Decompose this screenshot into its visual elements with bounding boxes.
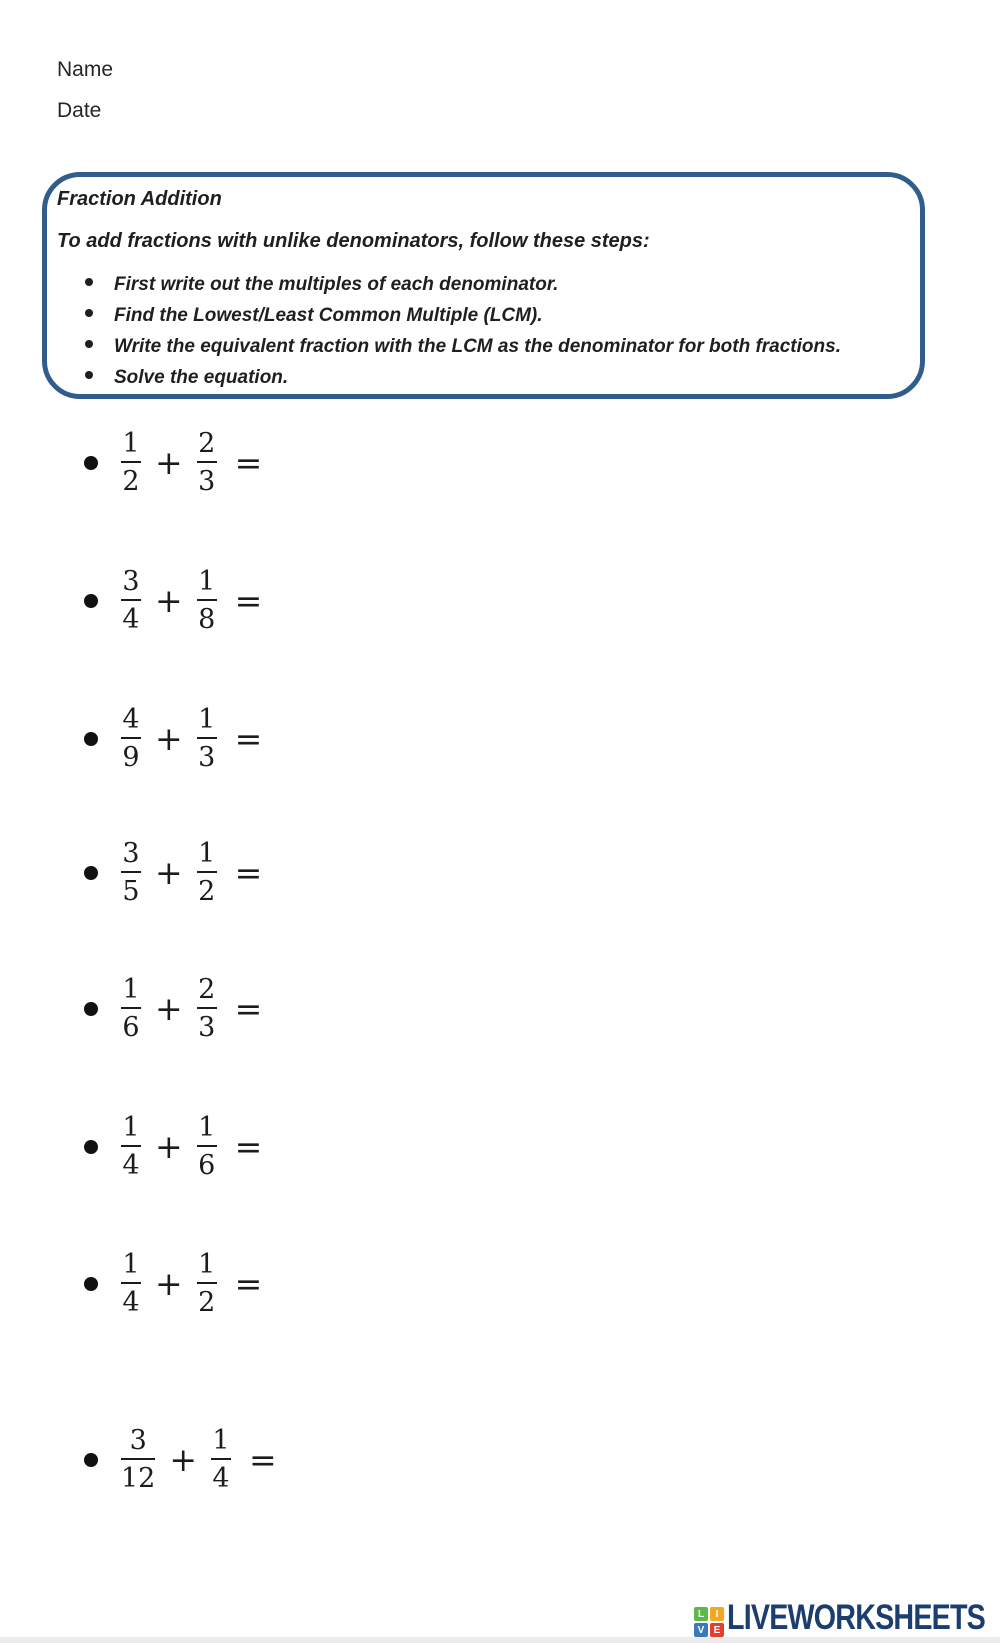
fraction-first <box>118 568 144 633</box>
bullet-icon <box>84 1140 98 1154</box>
fraction-bar <box>211 1458 231 1460</box>
bullet-icon <box>85 278 93 286</box>
plus-operator: + <box>155 1264 183 1303</box>
fraction-second <box>194 568 220 633</box>
plus-operator: + <box>155 581 183 620</box>
numerator: 1 <box>122 1112 140 1143</box>
instruction-box-title: Fraction Addition <box>57 188 222 210</box>
bullet-icon <box>85 309 93 317</box>
liveworksheets-logo <box>694 1598 1000 1638</box>
fraction-second <box>194 706 220 771</box>
numerator: 1 <box>122 1249 140 1280</box>
bullet-icon <box>85 371 93 379</box>
fraction-first <box>118 706 144 771</box>
date-label: Date <box>57 99 102 122</box>
fraction-bar <box>121 871 141 873</box>
fraction-second <box>194 1251 220 1316</box>
numerator: 1 <box>198 1112 216 1143</box>
instruction-steps-list <box>57 274 896 389</box>
plus-operator: + <box>155 1127 183 1166</box>
instruction-box-intro: To add fractions with unlike denominators, follow these steps: <box>57 230 650 252</box>
denominator: 2 <box>122 466 140 497</box>
fraction-second <box>194 840 220 905</box>
denominator: 3 <box>198 466 216 497</box>
logo-square-l: L <box>694 1607 708 1621</box>
equals-sign: = <box>234 853 263 892</box>
name-label: Name <box>57 58 114 81</box>
fraction-bar <box>121 599 141 601</box>
fraction-bar <box>197 1282 217 1284</box>
fraction-bar <box>197 871 217 873</box>
denominator: 4 <box>122 1150 140 1181</box>
fraction-bar <box>197 1145 217 1147</box>
fraction-first <box>118 1251 144 1316</box>
problem-row-8 <box>84 1427 277 1492</box>
instruction-step <box>85 305 896 327</box>
denominator: 4 <box>212 1463 230 1494</box>
equals-sign: = <box>234 581 263 620</box>
bullet-icon <box>84 594 98 608</box>
bullet-icon <box>84 1002 98 1016</box>
denominator: 8 <box>198 604 216 635</box>
fraction-bar <box>121 737 141 739</box>
problem-row-6 <box>84 1114 262 1179</box>
fraction-first <box>118 840 144 905</box>
equals-sign: = <box>234 1127 263 1166</box>
bullet-icon <box>84 1277 98 1291</box>
numerator: 1 <box>122 428 140 459</box>
denominator: 9 <box>122 742 140 773</box>
instruction-step-text: First write out the multiples of each denominator. <box>114 274 559 295</box>
fraction-bar <box>197 599 217 601</box>
plus-operator: + <box>169 1440 198 1479</box>
numerator: 1 <box>198 1249 216 1280</box>
plus-operator: + <box>155 443 183 482</box>
numerator: 1 <box>198 838 216 869</box>
fraction-bar <box>121 461 141 463</box>
fraction-second <box>194 1114 220 1179</box>
instruction-step-text: Find the Lowest/Least Common Multiple (LCM). <box>114 305 543 326</box>
problem-row-2 <box>84 568 262 633</box>
plus-operator: + <box>155 989 183 1028</box>
denominator: 2 <box>198 1287 216 1318</box>
fraction-first <box>118 1427 158 1492</box>
numerator: 2 <box>198 974 216 1005</box>
fraction-first <box>118 430 144 495</box>
denominator: 4 <box>122 604 140 635</box>
fraction-second <box>194 976 220 1041</box>
denominator: 3 <box>198 1012 216 1043</box>
instruction-step-text: Write the equivalent fraction with the LCM as the denominator for both fractions. <box>114 336 841 357</box>
fraction-bar <box>121 1145 141 1147</box>
numerator: 3 <box>122 838 140 869</box>
numerator: 4 <box>122 704 140 735</box>
numerator: 1 <box>212 1425 230 1456</box>
denominator: 6 <box>122 1012 140 1043</box>
denominator: 2 <box>198 876 216 907</box>
fraction-bar <box>197 1007 217 1009</box>
denominator: 4 <box>122 1287 140 1318</box>
page-bottom-edge <box>0 1637 1000 1643</box>
brand-wordmark: LIVEWORKSHEETS <box>727 1598 986 1637</box>
logo-square-i: I <box>710 1607 724 1621</box>
bullet-icon <box>84 456 98 470</box>
logo-square-e: E <box>710 1623 724 1637</box>
fraction-bar <box>121 1282 141 1284</box>
equals-sign: = <box>234 719 263 758</box>
equals-sign: = <box>249 1440 277 1479</box>
fraction-bar <box>121 1458 155 1460</box>
fraction-bar <box>197 737 217 739</box>
numerator: 1 <box>122 974 140 1005</box>
plus-operator: + <box>155 719 183 758</box>
denominator: 12 <box>121 1463 156 1494</box>
bullet-icon <box>84 732 98 746</box>
fraction-second <box>208 1427 234 1492</box>
denominator: 5 <box>122 876 140 907</box>
numerator: 3 <box>129 1425 147 1456</box>
problem-row-1 <box>84 430 262 495</box>
numerator: 1 <box>198 704 216 735</box>
instruction-step-text: Solve the equation. <box>114 367 289 388</box>
instruction-step <box>85 367 896 389</box>
instruction-box <box>42 172 925 399</box>
problem-row-5 <box>84 976 262 1041</box>
plus-operator: + <box>155 853 183 892</box>
fraction-first <box>118 1114 144 1179</box>
instruction-step <box>85 336 896 358</box>
equals-sign: = <box>234 443 263 482</box>
fraction-second <box>194 430 220 495</box>
logo-square-v: V <box>694 1623 708 1637</box>
bullet-icon <box>84 1453 98 1467</box>
fraction-bar <box>121 1007 141 1009</box>
numerator: 3 <box>122 566 140 597</box>
denominator: 6 <box>198 1150 216 1181</box>
problem-row-4 <box>84 840 262 905</box>
equals-sign: = <box>234 1264 263 1303</box>
fraction-bar <box>197 461 217 463</box>
instruction-step <box>85 274 896 296</box>
problem-row-7 <box>84 1251 262 1316</box>
liveworksheets-logo-icon <box>694 1607 724 1637</box>
numerator: 1 <box>198 566 216 597</box>
bullet-icon <box>85 340 93 348</box>
denominator: 3 <box>198 742 216 773</box>
numerator: 2 <box>198 428 216 459</box>
equals-sign: = <box>234 989 263 1028</box>
fraction-first <box>118 976 144 1041</box>
problem-row-3 <box>84 706 262 771</box>
bullet-icon <box>84 866 98 880</box>
